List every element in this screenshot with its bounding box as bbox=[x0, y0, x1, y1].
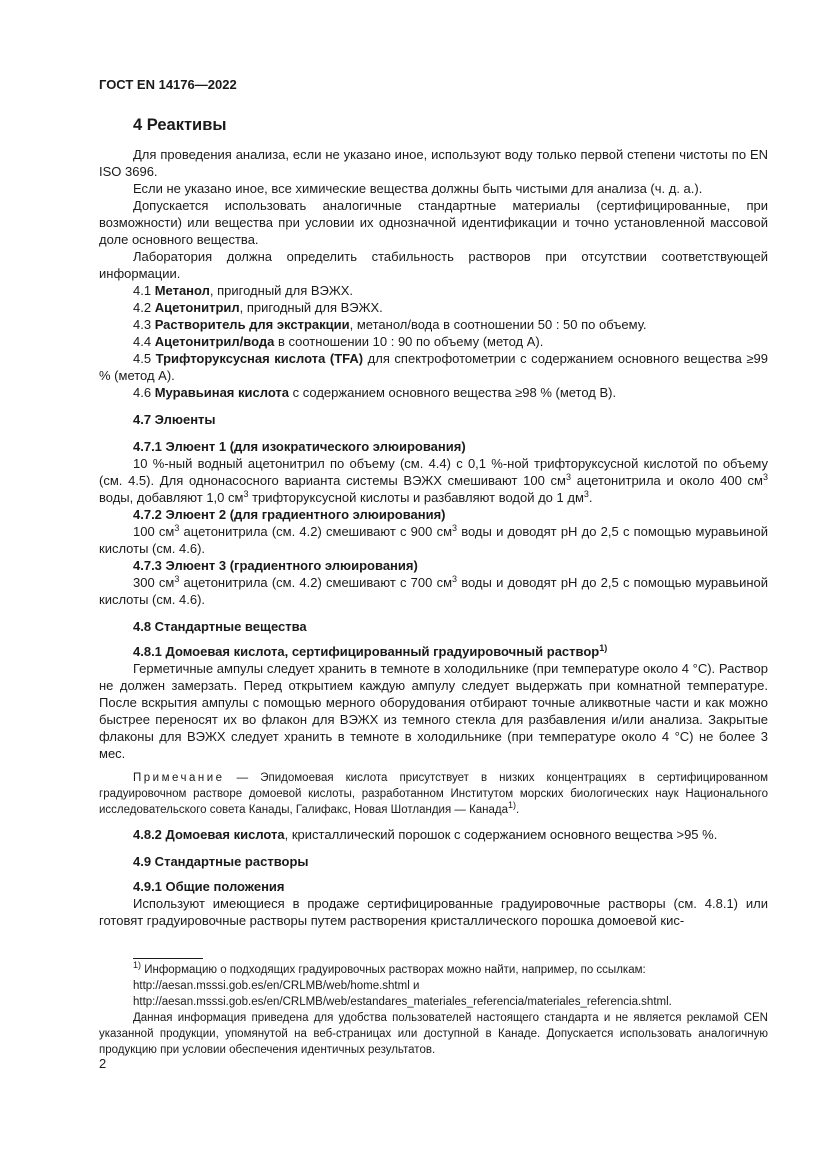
footnote-line: $^{1)}$ Информацию о подходящих градуировочных растворах можно найти, например, по ссылкам: bbox=[133, 960, 646, 976]
item-4-3: 4.3 Растворитель для экстракции, метанол/вода в соотношении 50 : 50 по объему. bbox=[133, 317, 647, 332]
item-4-1: 4.1 Метанол, пригодный для ВЭЖХ. bbox=[133, 283, 354, 298]
intro-paragraph: Для проведения анализа, если не указано иное, используют воду только первой степени чистоты по EN ISO 3696. bbox=[99, 147, 768, 179]
item-4-2: 4.2 Ацетонитрил, пригодный для ВЭЖХ. bbox=[133, 300, 383, 315]
subsection-4-7-2-text: 100 $см^3$ ацетонитрила (см. 4.2) смешивают с 900 $см^3$ воды и доводят pH до 2,5 с помощью муравьиной кислоты (см. 4.6). bbox=[99, 523, 769, 556]
footnote-divider bbox=[133, 958, 203, 959]
subsection-4-9-1-text: Используют имеющиеся в продаже сертифицированные градуировочные растворы (см. 4.8.1) или готовят градуировочные растворы путем растворения кристаллического порошка домоевой кис- bbox=[99, 896, 768, 928]
footnote-text: Данная информация приведена для удобства пользователей настоящего стандарта и не является рекламой CEN указанной продукции, упомянутой на веб-страницах или доступной в Канаде. Допускается использовать аналогичную продукцию при условии обеспечения идентичных результатов. bbox=[99, 1012, 768, 1056]
footnote bbox=[99, 962, 768, 1058]
item-4-4: 4.4 Ацетонитрил/вода в соотношении 10 : 90 по объему (метод А). bbox=[133, 334, 544, 349]
intro-paragraph: Лаборатория должна определить стабильность растворов при отсутствии соответствующей информации. bbox=[99, 249, 768, 281]
subsection-4-7-3-title: 4.7.3 Элюент 3 (градиентного элюирования) bbox=[133, 558, 418, 573]
intro-paragraph: Допускается использовать аналогичные стандартные материалы (сертифицированные, при возможности) или вещества при условии их однозначной идентификации и точно установленной массовой доле основного вещества. bbox=[99, 198, 768, 247]
subsection-4-8-1-text: Герметичные ампулы следует хранить в темноте в холодильнике (при температуре около 4 °С). Раствор не должен замерзать. Перед открытием каждую ампулу следует выдержать при комнатной температуре. После вскрытия ампулы с помощью мерного оборудования отбирают точные аликвотные части и как можно быстрее переносят их во флакон для ВЭЖХ из темного стекла для разбавления и/или анализа. Закрытые флаконы для ВЭЖХ следует хранить в темноте в холодильнике (при температуре около 4 °С) не более 3 мес. bbox=[99, 661, 768, 761]
subsection-4-8-2: 4.8.2 Домоевая кислота, кристаллический порошок с содержанием основного вещества >95 %. bbox=[133, 827, 718, 842]
document-header: ГОСТ EN 14176—2022 bbox=[99, 77, 237, 92]
subsection-4-8-title: 4.8 Стандартные вещества bbox=[133, 619, 307, 634]
section-title: 4 Реактивы bbox=[133, 116, 227, 134]
subsection-4-8-1-title: 4.8.1 Домоевая кислота, сертифицированный градуировочный раствор$^{1)}$ bbox=[133, 643, 608, 659]
subsection-4-7-1-text: 10 %-ный водный ацетонитрил по объему (см. 4.4) с 0,1 %-ной трифторуксусной кислотой по объему (см. 4.5). Для однонасосного варианта системы ВЭЖХ смешивают 100 $см^3$ ацетонитрила и около 400 $см^3$ воды, добавляют 1,0 $см^3$ трифторуксусной кислоты и разбавляют водой до 1 $дм^3$. bbox=[99, 456, 768, 505]
footnote-url: http://aesan.msssi.gob.es/en/CRLMB/web/home.shtml и bbox=[133, 980, 420, 992]
intro-paragraph: Если не указано иное, все химические вещества должны быть чистыми для анализа (ч. д. а.). bbox=[133, 181, 703, 196]
item-4-6: 4.6 Муравьиная кислота с содержанием основного вещества ≥98 % (метод В). bbox=[133, 385, 617, 400]
subsection-4-7-2-title: 4.7.2 Элюент 2 (для градиентного элюирования) bbox=[133, 507, 446, 522]
footnote-url: http://aesan.msssi.gob.es/en/CRLMB/web/estandares_materiales_referencia/materiales_referencia.shtml. bbox=[133, 996, 672, 1008]
page-number: 2 bbox=[99, 1056, 107, 1071]
page-body bbox=[99, 146, 768, 929]
item-4-5: 4.5 Трифторуксусная кислота (TFA) для спектрофотометрии с содержанием основного вещества ≥99 % (метод А). bbox=[99, 351, 768, 383]
subsection-4-9-title: 4.9 Стандартные растворы bbox=[133, 854, 309, 869]
subsection-4-7-title: 4.7 Элюенты bbox=[133, 412, 216, 427]
subsection-4-7-1-title: 4.7.1 Элюент 1 (для изократического элюирования) bbox=[133, 439, 466, 454]
subsection-4-9-1-title: 4.9.1 Общие положения bbox=[133, 879, 285, 894]
note-paragraph: Примечание — Эпидомоевая кислота присутствует в низких концентрациях в сертифицированном градуировочном растворе домоевой кислоты, разработанном Институтом морских биологических наук Национального исследовательского совета Канады, Галифакс, Новая Шотландия — Канада$^{1)}$. bbox=[99, 772, 768, 816]
subsection-4-7-3-text: 300 $см^3$ ацетонитрила (см. 4.2) смешивают с 700 $см^3$ воды и доводят pH до 2,5 с помощью муравьиной кислоты (см. 4.6). bbox=[99, 574, 769, 607]
